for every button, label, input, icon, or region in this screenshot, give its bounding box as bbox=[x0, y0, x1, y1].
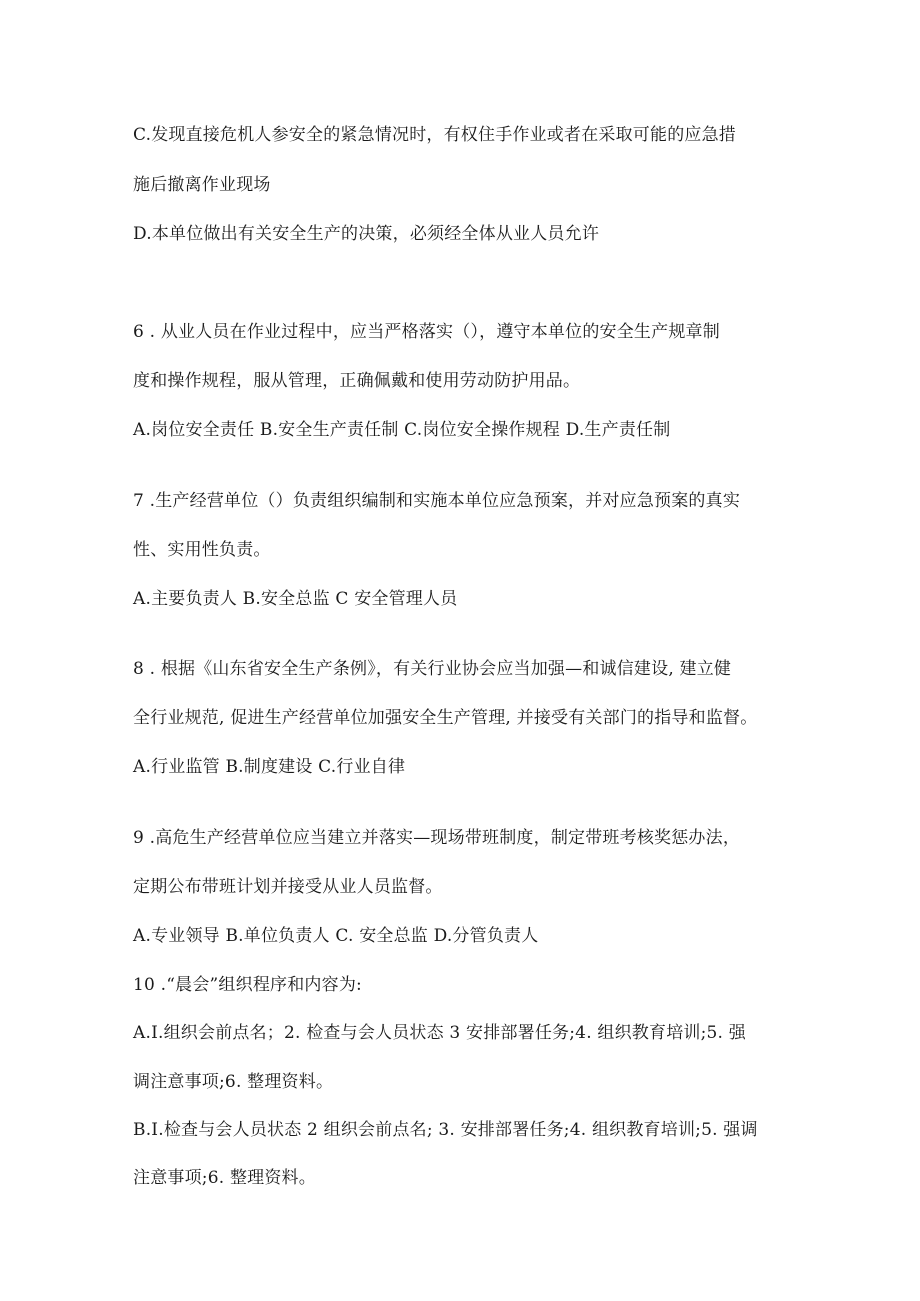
question-6-options: A.岗位安全责任 B.安全生产责任制 C.岗位安全操作规程 D.生产责任制 bbox=[133, 420, 671, 440]
question-7-line-1: 7 .生产经营单位（）负责组织编制和实施本单位应急预案，并对应急预案的真实 bbox=[133, 491, 741, 511]
question-10-option-b-line-1: B.I.检查与会人员状态 2 组织会前点名; 3. 安排部署任务;4. 组织教育培训;5. 强调 bbox=[133, 1120, 758, 1140]
option-c-line-2: 施后撤离作业现场 bbox=[133, 175, 271, 195]
question-8-line-1: 8 . 根据《山东省安全生产条例》，有关行业协会应当加强—和诚信建设, 建立健 bbox=[133, 659, 732, 679]
question-9-line-2: 定期公布带班计划并接受从业人员监督。 bbox=[133, 877, 443, 897]
question-8-options: A.行业监管 B.制度建设 C.行业自律 bbox=[133, 757, 406, 777]
option-c-line-1: C.发现直接危机人参安全的紧急情况时，有权住手作业或者在采取可能的应急措 bbox=[133, 125, 737, 145]
question-6-line-1: 6 . 从业人员在作业过程中，应当严格落实（），遵守本单位的安全生产规章制 bbox=[133, 322, 720, 342]
question-7-options: A.主要负责人 B.安全总监 C 安全管理人员 bbox=[133, 589, 458, 609]
question-6-line-2: 度和操作规程，服从管理，正确佩戴和使用劳动防护用品。 bbox=[133, 371, 581, 391]
question-10-option-a-line-2: 调注意事项;6. 整理资料。 bbox=[133, 1072, 334, 1092]
question-7-line-2: 性、实用性负责。 bbox=[133, 540, 271, 560]
option-d: D.本单位做出有关安全生产的决策，必须经全体从业人员允许 bbox=[133, 224, 600, 244]
question-8-line-2: 全行业规范, 促进生产经营单位加强安全生产管理, 并接受有关部门的指导和监督。 bbox=[133, 708, 758, 728]
question-9-line-1: 9 .高危生产经营单位应当建立并落实—现场带班制度，制定带班考核奖惩办法， bbox=[133, 828, 741, 848]
question-10-option-b-line-2: 注意事项;6. 整理资料。 bbox=[133, 1168, 316, 1188]
question-9-options: A.专业领导 B.单位负责人 C. 安全总监 D.分管负责人 bbox=[133, 926, 539, 946]
question-10-title: 10 .“晨会”组织程序和内容为: bbox=[133, 975, 362, 995]
question-10-option-a-line-1: A.I.组织会前点名；2. 检查与会人员状态 3 安排部署任务;4. 组织教育培训;5. 强 bbox=[133, 1023, 746, 1043]
